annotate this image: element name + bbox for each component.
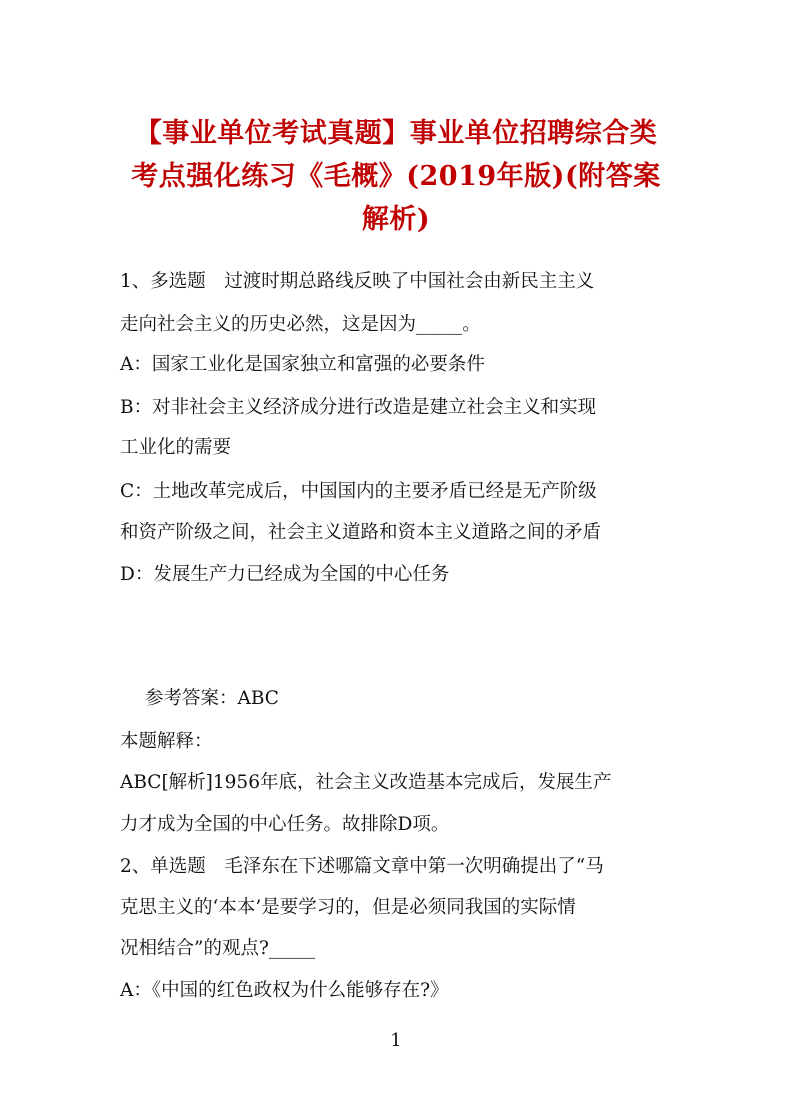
q1-option-a: A：国家工业化是国家独立和富强的必要条件	[120, 354, 485, 375]
q1-option-b-line-2: 工业化的需要	[120, 437, 232, 458]
document-title	[110, 112, 682, 241]
q1-option-b-line-1: B：对非社会主义经济成分进行改造是建立社会主义和实现	[120, 397, 597, 418]
q1-explain-line-2: 力才成为全国的中心任务。故排除D项。	[120, 814, 450, 835]
q1-stem-line-1: 1、多选题 过渡时期总路线反映了中国社会由新民主主义	[120, 271, 595, 292]
q2-stem-line-1: 2、单选题 毛泽东在下述哪篇文章中第一次明确提出了“马	[120, 856, 604, 877]
q2-option-a: A：《中国的红色政权为什么能够存在?》	[120, 980, 449, 1001]
q1-explain-line-1: ABC[解析]1956年底，社会主义改造基本完成后，发展生产	[120, 772, 612, 793]
q1-option-c-line-1: C：土地改革完成后，中国国内的主要矛盾已经是无产阶级	[120, 481, 597, 502]
q1-option-c-line-2: 和资产阶级之间，社会主义道路和资本主义道路之间的矛盾	[120, 522, 602, 543]
q1-option-d: D：发展生产力已经成为全国的中心任务	[120, 564, 450, 585]
page-number: 1	[390, 1030, 402, 1051]
q1-answer: 参考答案：ABC	[145, 688, 279, 709]
q2-stem-line-2: 克思主义的‘本本’是要学习的，但是必须同我国的实际情	[120, 897, 576, 918]
title-line-1: 【事业单位考试真题】事业单位招聘综合类	[134, 118, 658, 149]
title-line-3: 解析)	[361, 204, 431, 235]
q2-stem-line-3: 况相结合”的观点?_____	[120, 938, 316, 959]
q1-explain-label: 本题解释：	[120, 731, 213, 752]
title-line-2: 考点强化练习《毛概》(2019年版)(附答案	[131, 161, 661, 192]
q1-stem-line-2: 走向社会主义的历史必然，这是因为_____。	[120, 314, 481, 335]
